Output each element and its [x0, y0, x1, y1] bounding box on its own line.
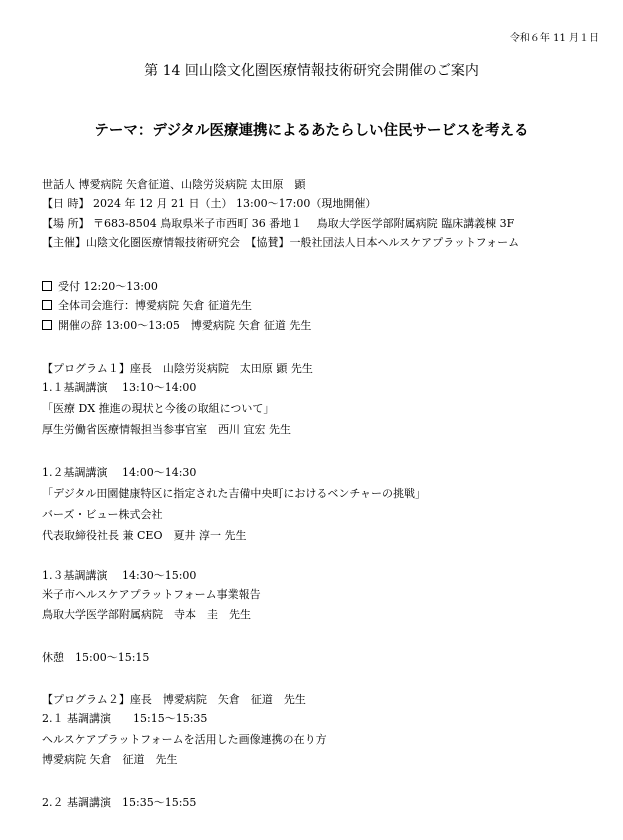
talk-heading: 1.１基調講演 13:10～14:00: [42, 381, 197, 394]
talk-speaker: 代表取締役社長 兼 CEO 夏井 淳一 先生: [42, 529, 247, 542]
talk-heading: 1.２基調講演 14:00～14:30: [42, 466, 197, 479]
organizer-line: 世話人 博愛病院 矢倉征道、山陰労災病院 太田原 顕: [42, 178, 306, 191]
talk-speaker: 厚生労働省医療情報担当参事官室 西川 宜宏 先生: [42, 423, 291, 436]
checkbox-icon: [42, 300, 52, 310]
talk-title: 「医療 DX 推進の現状と今後の取組について」: [42, 402, 275, 415]
checklist-item: [42, 281, 158, 292]
talk-title: ヘルスケアプラットフォームを活用した画像連携の在り方: [42, 733, 327, 746]
checklist-label: 全体司会進行：博愛病院 矢倉 征道先生: [58, 299, 252, 312]
checklist-item: [42, 320, 311, 331]
talk-heading: 2.２ 基調講演 15:35～15:55: [42, 796, 197, 809]
talk-heading: 1.３基調講演 14:30～15:00: [42, 569, 197, 582]
datetime-line: 【日 時】 2024 年 12 月 21 日（土） 13:00～17:00（現地開催）: [42, 197, 377, 210]
date-line: 令和６年 11 月１日: [509, 33, 599, 44]
talk-heading: 2.１ 基調講演 15:15～15:35: [42, 712, 208, 725]
checklist-label: 受付 12:20～13:00: [58, 280, 158, 293]
checkbox-icon: [42, 281, 52, 291]
host-sponsor-line: 【主催】山陰文化圏医療情報技術研究会 【協賛】一般社団法人日本ヘルスケアプラットフォーム: [42, 236, 520, 249]
program2-header: 【プログラム２】座長 博愛病院 矢倉 征道 先生: [42, 693, 306, 706]
program1-header: 【プログラム１】座長 山陰労災病院 太田原 顕 先生: [42, 362, 313, 375]
talk-title: 米子市ヘルスケアプラットフォーム事業報告: [42, 588, 261, 601]
theme-heading: テーマ：デジタル医療連携によるあたらしい住民サービスを考える: [94, 122, 529, 139]
break-line: 休憩 15:00～15:15: [42, 651, 150, 664]
talk-company: バーズ・ビュー株式会社: [42, 508, 163, 521]
talk-speaker: 鳥取大学医学部附属病院 寺本 圭 先生: [42, 608, 251, 621]
checklist-item: [42, 300, 252, 311]
checklist-label: 開催の辞 13:00～13:05 博愛病院 矢倉 征道 先生: [58, 319, 312, 332]
talk-title: 「デジタル田園健康特区に指定された吉備中央町におけるベンチャーの挑戦」: [42, 487, 427, 500]
talk-speaker: 博愛病院 矢倉 征道 先生: [42, 753, 178, 766]
venue-line: 【場 所】 〒683-8504 鳥取県米子市西町 36 番地１ 鳥取大学医学部附属病院 臨床講義棟 3F: [42, 217, 515, 230]
checkbox-icon: [42, 320, 52, 330]
document-title: 第 14 回山陰文化圏医療情報技術研究会開催のご案内: [144, 63, 479, 79]
